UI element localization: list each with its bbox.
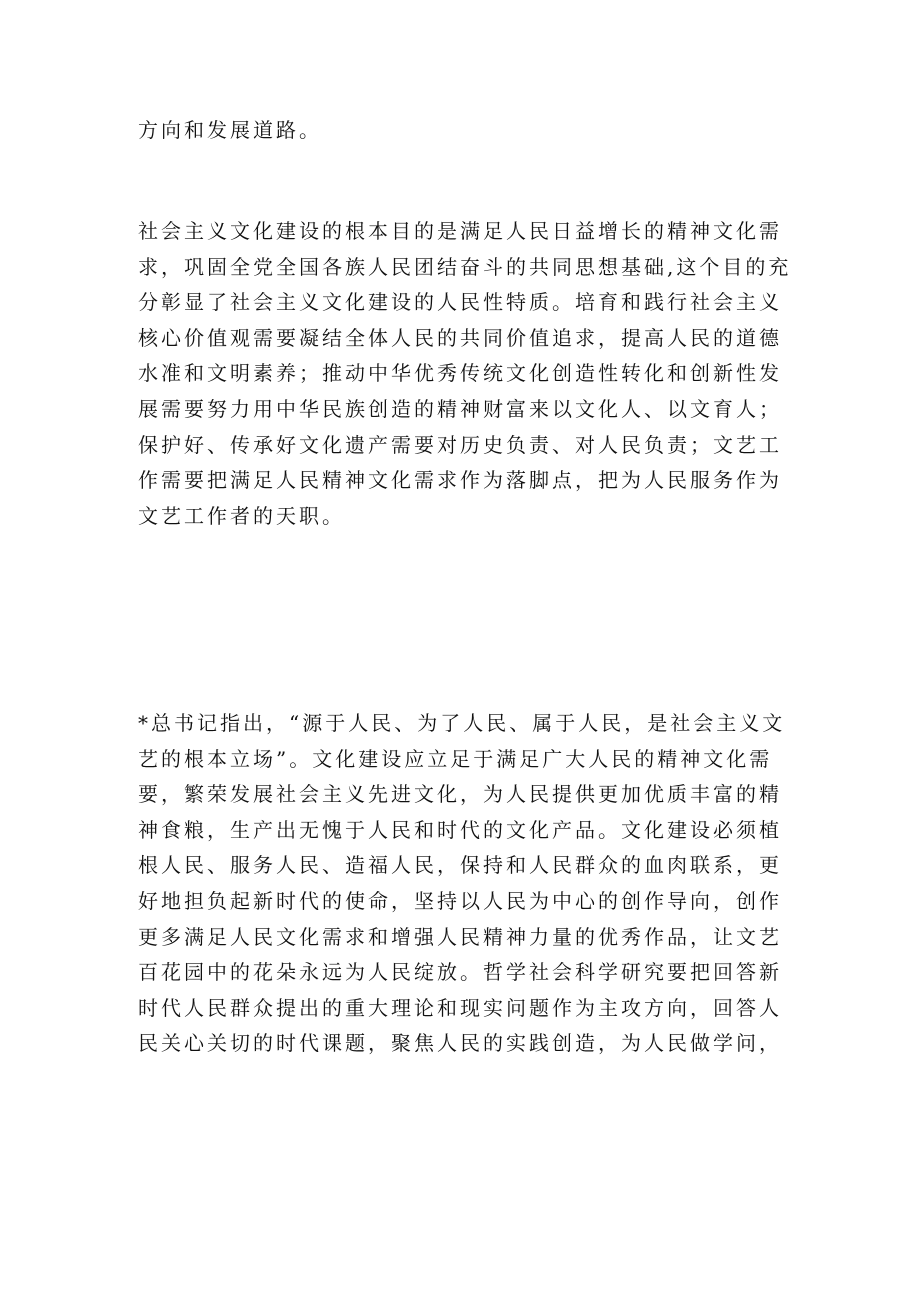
paragraph-line: 分彰显了社会主义文化建设的人民性特质。培育和践行社会主义 bbox=[138, 290, 782, 315]
paragraph-line: 水准和文明素养；推动中华优秀传统文化创造性转化和创新性发 bbox=[138, 361, 782, 386]
paragraph-line: 核心价值观需要凝结全体人民的共同价值追求，提高人民的道德 bbox=[138, 325, 782, 350]
paragraph-line: 民关心关切的时代课题，聚焦人民的实践创造，为人民做学问， bbox=[138, 1031, 782, 1056]
paragraph-line: 神食粮，生产出无愧于人民和时代的文化产品。文化建设必须植 bbox=[138, 817, 782, 842]
paragraph-line: 文艺工作者的天职。 bbox=[138, 503, 345, 528]
paragraph-line: 保护好、传承好文化遗产需要对历史负责、对人民负责；文艺工 bbox=[138, 432, 782, 457]
paragraph-line: 更多满足人民文化需求和增强人民精神力量的优秀作品，让文艺 bbox=[138, 924, 782, 949]
paragraph-line: 方向和发展道路。 bbox=[138, 118, 322, 142]
paragraph-line: 展需要努力用中华民族创造的精神财富来以文化人、以文育人； bbox=[138, 396, 782, 421]
paragraph-line: 时代人民群众提出的重大理论和现实问题作为主攻方向，回答人 bbox=[138, 995, 782, 1020]
paragraph-people-centered-art bbox=[138, 706, 798, 1062]
paragraph-line: 根人民、服务人民、造福人民，保持和人民群众的血肉联系，更 bbox=[138, 853, 782, 878]
paragraph-line: 社会主义文化建设的根本目的是满足人民日益增长的精神文化需 bbox=[138, 219, 782, 243]
paragraph-line: 百花园中的花朵永远为人民绽放。哲学社会科学研究要把回答新 bbox=[138, 960, 782, 985]
paragraph-line: 求，巩固全党全国各族人民团结奋斗的共同思想基础,这个目的充 bbox=[138, 254, 792, 279]
paragraph-line: *总书记指出，“源于人民、为了人民、属于人民，是社会主义文 bbox=[138, 711, 786, 735]
paragraph-line: 艺的根本立场”。文化建设应立足于满足广大人民的精神文化需 bbox=[138, 746, 773, 771]
paragraph-cultural-construction-purpose bbox=[138, 214, 798, 534]
paragraph-line: 作需要把满足人民精神文化需求作为落脚点，把为人民服务作为 bbox=[138, 468, 782, 493]
paragraph-continuation bbox=[138, 113, 798, 149]
paragraph-line: 要，繁荣发展社会主义先进文化，为人民提供更加优质丰富的精 bbox=[138, 782, 782, 807]
paragraph-line: 好地担负起新时代的使命，坚持以人民为中心的创作导向，创作 bbox=[138, 888, 782, 913]
